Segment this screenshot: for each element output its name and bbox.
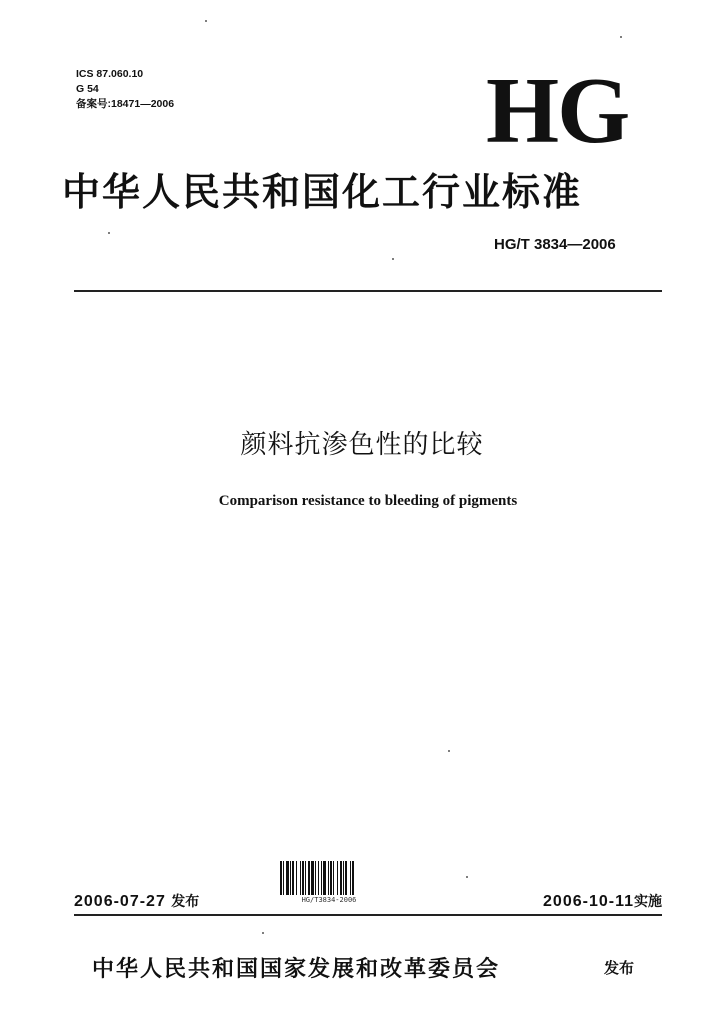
category-code: G 54 <box>76 83 99 95</box>
document-title-cn: 颜料抗渗色性的比较 <box>240 430 484 460</box>
scan-speck <box>262 932 264 934</box>
barcode-icon <box>280 861 378 895</box>
scan-speck <box>466 876 468 878</box>
scan-speck <box>108 232 110 234</box>
scan-speck <box>620 36 622 38</box>
hg-logo: HG <box>486 59 629 163</box>
scan-speck <box>205 20 207 22</box>
implementation-date-value: 2006-10-11 <box>543 893 634 910</box>
header-divider <box>74 290 662 292</box>
ics-code: ICS 87.060.10 <box>76 68 144 80</box>
issue-date-value: 2006-07-27 <box>74 893 166 910</box>
scan-speck <box>392 258 394 260</box>
standard-title: 中华人民共和国化工行业标准 <box>62 170 583 214</box>
issue-date <box>74 891 199 911</box>
standard-number: HG/T 3834—2006 <box>494 236 616 253</box>
scan-speck <box>448 750 450 752</box>
implementation-date-label: 实施 <box>634 894 662 910</box>
footer-divider <box>74 914 662 916</box>
filing-number: 备案号:18471—2006 <box>76 98 175 110</box>
issue-date-label: 发布 <box>171 894 200 910</box>
barcode-caption: HG/T3834-2006 <box>301 896 357 904</box>
issuing-authority-label: 发布 <box>604 959 635 977</box>
document-title-en: Comparison resistance to bleeding of pigments <box>218 493 518 509</box>
issuing-authority: 中华人民共和国国家发展和改革委员会 <box>92 957 501 982</box>
implementation-date <box>543 891 662 911</box>
